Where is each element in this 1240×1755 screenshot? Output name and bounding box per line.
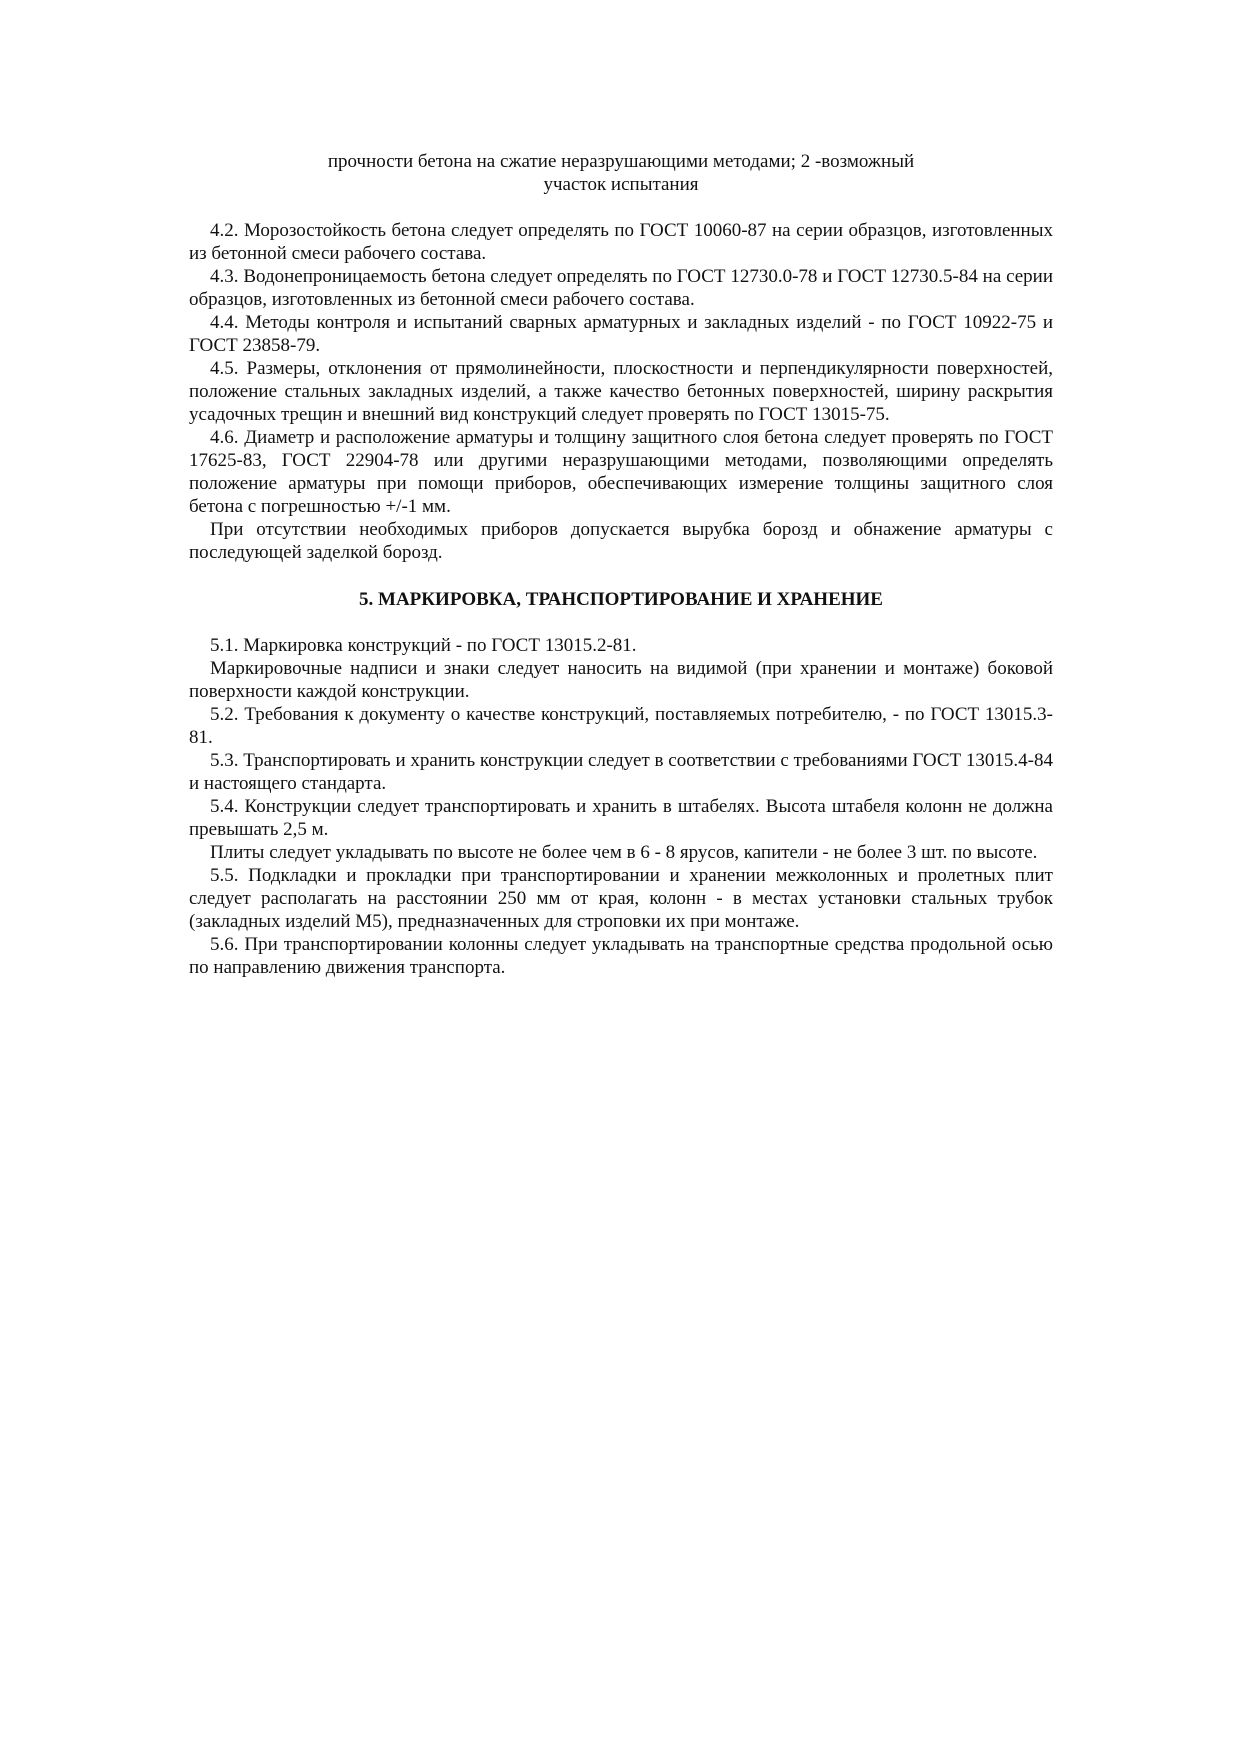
paragraph-4-4: 4.4. Методы контроля и испытаний сварных арматурных и закладных изделий - по ГОСТ 10922-75 и ГОСТ 23858-79.: [189, 312, 1053, 356]
paragraph-5-6: 5.6. При транспортировании колонны следует укладывать на транспортные средства продольной осью по направлению движения транспорта.: [189, 934, 1053, 978]
paragraph-4-6-note: При отсутствии необходимых приборов допускается вырубка борозд и обнажение арматуры с последующей заделкой борозд.: [189, 519, 1053, 563]
paragraph-5-1: 5.1. Маркировка конструкций - по ГОСТ 13015.2-81.: [210, 635, 637, 656]
paragraph-4-6: 4.6. Диаметр и расположение арматуры и толщину защитного слоя бетона следует проверять по ГОСТ 17625-83, ГОСТ 22904-78 или другими неразрушающими методами, позволяющими определять положение арматуры при помощи приборов, обеспечивающих измерение толщины защитного слоя бетона с погрешностью +/-1 мм.: [189, 427, 1053, 517]
paragraph-5-5: 5.5. Подкладки и прокладки при транспортировании и хранении межколонных и пролетных плит следует располагать на расстоянии 250 мм от края, колонн - в местах установки стальных трубок (закладных изделий М5), предназначенных для строповки их при монтаже.: [189, 865, 1053, 932]
paragraph-5-4-note: Плиты следует укладывать по высоте не более чем в 6 - 8 ярусов, капители - не более 3 шт. по высоте.: [210, 842, 1038, 863]
section-4-body: [189, 219, 1053, 564]
paragraph-4-2: 4.2. Морозостойкость бетона следует определять по ГОСТ 10060-87 на серии образцов, изготовленных из бетонной смеси рабочего состава.: [189, 220, 1053, 264]
paragraph-5-4: 5.4. Конструкции следует транспортировать и хранить в штабелях. Высота штабеля колонн не должна превышать 2,5 м.: [189, 796, 1053, 840]
document-page: [189, 150, 1053, 979]
caption-line-2: участок испытания: [543, 174, 699, 195]
paragraph-5-3: 5.3. Транспортировать и хранить конструкции следует в соответствии с требованиями ГОСТ 13015.4-84 и настоящего стандарта.: [189, 750, 1053, 794]
figure-caption: [189, 150, 1053, 196]
paragraph-4-3: 4.3. Водонепроницаемость бетона следует определять по ГОСТ 12730.0-78 и ГОСТ 12730.5-84 на серии образцов, изготовленных из бетонной смеси рабочего состава.: [189, 266, 1053, 310]
caption-line-1: прочности бетона на сжатие неразрушающими методами; 2 -возможный: [327, 151, 915, 172]
section-5-heading: 5. МАРКИРОВКА, ТРАНСПОРТИРОВАНИЕ И ХРАНЕНИЕ: [359, 589, 883, 610]
paragraph-5-1-note: Маркировочные надписи и знаки следует наносить на видимой (при хранении и монтаже) боковой поверхности каждой конструкции.: [189, 658, 1053, 702]
section-5-body: [189, 634, 1053, 979]
paragraph-4-5: 4.5. Размеры, отклонения от прямолинейности, плоскостности и перпендикулярности поверхностей, положение стальных закладных изделий, а также качество бетонных поверхностей, ширину раскрытия усадочных трещин и внешний вид конструкций следует проверять по ГОСТ 13015-75.: [189, 358, 1053, 425]
paragraph-5-2: 5.2. Требования к документу о качестве конструкций, поставляемых потребителю, - по ГОСТ 13015.3-81.: [189, 704, 1053, 748]
